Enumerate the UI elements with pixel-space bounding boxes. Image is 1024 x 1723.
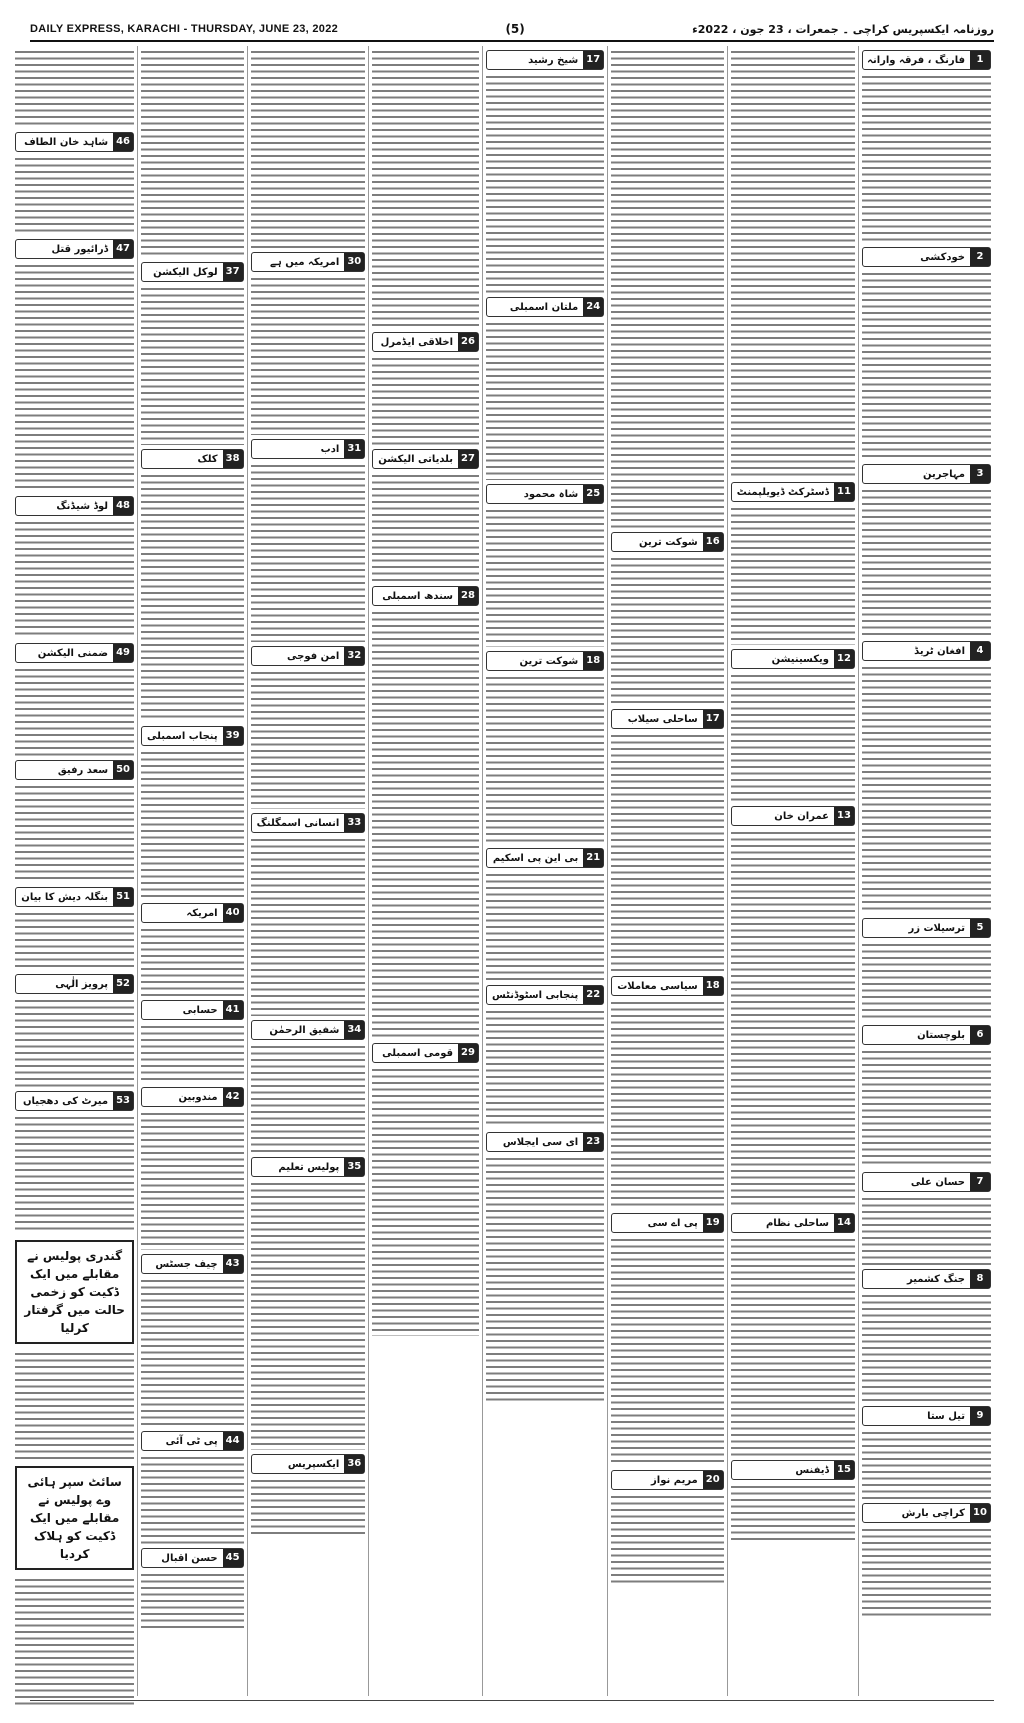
story-heading (141, 1254, 244, 1274)
story-number-badge: 47 (113, 240, 133, 258)
story-title: لوکل الیکشن (153, 266, 218, 278)
story-body-text (611, 999, 724, 1209)
story-body-text (372, 355, 479, 445)
story-heading (611, 1470, 724, 1490)
story-heading (611, 1213, 724, 1233)
story-heading (862, 464, 991, 484)
story-title: کراچی بارش (901, 1507, 965, 1519)
story-heading (862, 1025, 991, 1045)
story-number-badge: 37 (223, 263, 243, 281)
story-body-text (486, 871, 604, 981)
story-number-badge: 3 (970, 465, 990, 483)
story-body-text (731, 829, 855, 1209)
story-number-badge: 35 (344, 1158, 364, 1176)
story-heading (862, 50, 991, 70)
story-heading (731, 482, 855, 502)
story-body-text (15, 1350, 134, 1460)
news-column (607, 46, 727, 1696)
story-number-badge: 15 (834, 1461, 854, 1479)
story-body-text (141, 48, 244, 258)
story-heading (251, 439, 366, 459)
story-number-badge: 51 (113, 888, 133, 906)
story-number-badge: 41 (223, 1001, 243, 1019)
story-title: امریکہ (186, 907, 218, 919)
story-heading (862, 641, 991, 661)
story-heading (141, 1087, 244, 1107)
story-heading (15, 643, 134, 663)
story-number-badge: 14 (834, 1214, 854, 1232)
story-number-badge: 39 (223, 727, 243, 745)
story-heading (862, 247, 991, 267)
story-title: خودکشی (920, 251, 965, 263)
story-body-text (251, 48, 366, 248)
story-body-text (15, 48, 134, 128)
news-columns (21, 46, 994, 1696)
boxed-headline: سائٹ سپر ہائی وے پولیس نے مقابلے میں ایک ڈکیت کو ہلاک کردیا (15, 1466, 134, 1570)
story-title: ویکسینیشن (771, 653, 829, 665)
story-body-text (731, 48, 855, 478)
news-column (727, 46, 858, 1696)
story-body-text (15, 783, 134, 883)
story-title: فارنگ ، فرقہ وارانہ (867, 54, 965, 66)
story-title: پی اے سی (647, 1217, 698, 1229)
story-title: ادب (320, 443, 340, 455)
story-number-badge: 17 (703, 710, 723, 728)
story-title: امن فوجی (287, 650, 340, 662)
story-body-text (15, 666, 134, 756)
story-body-text (862, 664, 991, 914)
story-number-badge: 42 (223, 1088, 243, 1106)
story-number-badge: 40 (223, 904, 243, 922)
story-number-badge: 31 (344, 440, 364, 458)
story-body-text (486, 1155, 604, 1405)
story-body-text (611, 732, 724, 972)
story-title: بلوچستان (917, 1029, 965, 1041)
story-title: ای سی ایجلاس (502, 1136, 579, 1148)
story-body-text (731, 672, 855, 802)
story-number-badge: 9 (970, 1407, 990, 1425)
story-body-text (251, 836, 366, 1016)
story-body-text (251, 1180, 366, 1450)
story-body-text (141, 1571, 244, 1631)
story-heading (141, 1000, 244, 1020)
story-title: چیف جسٹس (155, 1258, 218, 1270)
story-title: پنجابی اسٹوڈنٹس (492, 989, 579, 1001)
story-number-badge: 45 (223, 1549, 243, 1567)
story-heading (372, 1043, 479, 1063)
story-title: لوڈ شیڈنگ (56, 500, 109, 512)
story-title: امریکہ میں ہے (270, 256, 340, 268)
story-title: پولیس تعلیم (278, 1161, 340, 1173)
story-title: سیاسی معاملات (617, 980, 698, 992)
story-number-badge: 21 (583, 849, 603, 867)
story-body-text (372, 609, 479, 1039)
story-body-text (862, 1195, 991, 1265)
story-title: ساحلی نظام (765, 1217, 829, 1229)
story-body-text (862, 1048, 991, 1168)
masthead (30, 18, 994, 42)
story-title: سعد رفیق (57, 764, 109, 776)
story-body-text (15, 1114, 134, 1234)
story-body-text (486, 507, 604, 647)
story-number-badge: 20 (703, 1471, 723, 1489)
story-number-badge: 4 (970, 642, 990, 660)
story-heading (15, 132, 134, 152)
story-number-badge: 13 (834, 807, 854, 825)
story-heading (251, 1454, 366, 1474)
story-title: شفیق الرحمٰن (269, 1024, 340, 1036)
story-body-text (251, 1043, 366, 1153)
story-heading (141, 1548, 244, 1568)
news-column (247, 46, 369, 1696)
story-title: حسن اقبال (161, 1552, 218, 1564)
story-heading (372, 449, 479, 469)
story-body-text (611, 48, 724, 528)
story-title: ڈسٹرکٹ ڈیویلپمنٹ (736, 486, 829, 498)
story-title: حسابی (182, 1004, 218, 1016)
story-title: بلدیاتی الیکشن (378, 453, 454, 465)
story-body-text (15, 997, 134, 1087)
story-body-text (862, 1292, 991, 1402)
story-number-badge: 33 (344, 814, 364, 832)
story-title: ڈرائیور قتل (51, 243, 109, 255)
story-body-text (731, 1483, 855, 1543)
story-body-text (15, 1576, 134, 1706)
story-title: ملتان اسمبلی (509, 301, 579, 313)
story-number-badge: 11 (834, 483, 854, 501)
story-title: شیخ رشید (528, 54, 579, 66)
story-heading (486, 985, 604, 1005)
story-body-text (611, 1493, 724, 1583)
story-body-text (372, 1066, 479, 1336)
story-body-text (141, 749, 244, 899)
news-column (858, 46, 994, 1696)
story-heading (611, 532, 724, 552)
story-heading (141, 1431, 244, 1451)
story-heading (611, 976, 724, 996)
story-heading (372, 332, 479, 352)
story-heading (15, 974, 134, 994)
story-title: شوکت ترین (519, 655, 579, 667)
story-title: سندھ اسمبلی (382, 590, 454, 602)
story-body-text (486, 1008, 604, 1128)
story-number-badge: 8 (970, 1270, 990, 1288)
story-title: مریم نواز (651, 1474, 698, 1486)
story-heading (731, 806, 855, 826)
story-heading (141, 262, 244, 282)
story-number-badge: 24 (583, 298, 603, 316)
story-heading (486, 651, 604, 671)
story-title: قومی اسمبلی (382, 1047, 454, 1059)
story-body-text (141, 1023, 244, 1083)
story-heading (862, 1503, 991, 1523)
story-heading (141, 449, 244, 469)
story-body-text (141, 285, 244, 445)
story-body-text (372, 48, 479, 328)
story-title: جنگ کشمیر (906, 1273, 965, 1285)
story-body-text (251, 1477, 366, 1537)
story-body-text (611, 555, 724, 705)
story-heading (731, 1460, 855, 1480)
story-number-badge: 22 (583, 986, 603, 1004)
story-heading (15, 239, 134, 259)
story-number-badge: 19 (703, 1214, 723, 1232)
story-body-text (862, 941, 991, 1021)
story-body-text (251, 462, 366, 642)
story-number-badge: 32 (344, 647, 364, 665)
story-title: شاہ محمود (523, 488, 579, 500)
news-column (482, 46, 607, 1696)
story-title: عمران خان (774, 810, 829, 822)
story-number-badge: 49 (113, 644, 133, 662)
story-title: مہاجرین (923, 468, 965, 480)
story-number-badge: 10 (970, 1504, 990, 1522)
story-title: پنجاب اسمبلی (147, 730, 218, 742)
story-heading (486, 848, 604, 868)
story-body-text (15, 155, 134, 235)
story-heading (251, 813, 366, 833)
story-body-text (141, 1110, 244, 1250)
story-heading (862, 1172, 991, 1192)
story-heading (15, 1091, 134, 1111)
story-body-text (862, 487, 991, 637)
story-number-badge: 12 (834, 650, 854, 668)
story-number-badge: 5 (970, 919, 990, 937)
story-title: ایکسپریس (287, 1458, 340, 1470)
story-body-text (486, 320, 604, 480)
story-number-badge: 34 (344, 1021, 364, 1039)
story-heading (15, 760, 134, 780)
story-number-badge: 53 (113, 1092, 133, 1110)
news-column (368, 46, 482, 1696)
story-title: میرٹ کی دھجیاں (22, 1095, 109, 1107)
story-heading (372, 586, 479, 606)
story-heading (15, 887, 134, 907)
story-title: شوکت ترین (639, 536, 698, 548)
story-number-badge: 46 (113, 133, 133, 151)
story-number-badge: 48 (113, 497, 133, 515)
story-number-badge: 16 (703, 533, 723, 551)
story-number-badge: 23 (583, 1133, 603, 1151)
story-body-text (731, 505, 855, 645)
story-title: حسان علی (910, 1176, 965, 1188)
story-body-text (251, 275, 366, 435)
story-title: کلک (197, 453, 218, 465)
story-number-badge: 1 (970, 51, 990, 69)
story-title: شاہد خان الطاف (24, 136, 109, 148)
story-body-text (862, 73, 991, 243)
story-number-badge: 6 (970, 1026, 990, 1044)
masthead-urdu-dateline: روزنامہ ایکسپریس کراچی ۔ جمعرات ، 23 جون ، 2022ء (692, 22, 994, 36)
story-body-text (862, 1429, 991, 1499)
story-number-badge: 52 (113, 975, 133, 993)
story-heading (862, 1406, 991, 1426)
story-body-text (251, 669, 366, 809)
story-body-text (372, 472, 479, 582)
story-number-badge: 26 (458, 333, 478, 351)
story-title: تیل ستا (927, 1410, 965, 1422)
story-heading (486, 50, 604, 70)
story-number-badge: 30 (344, 253, 364, 271)
story-number-badge: 38 (223, 450, 243, 468)
story-body-text (141, 926, 244, 996)
story-title: بی این پی اسکیم (492, 852, 579, 864)
masthead-english-dateline: DAILY EXPRESS, KARACHI - THURSDAY, JUNE 23, 2022 (30, 23, 339, 35)
story-number-badge: 27 (458, 450, 478, 468)
story-heading (251, 1157, 366, 1177)
story-body-text (731, 1236, 855, 1456)
story-number-badge: 44 (223, 1432, 243, 1450)
story-number-badge: 43 (223, 1255, 243, 1273)
story-body-text (862, 1526, 991, 1616)
story-number-badge: 18 (583, 652, 603, 670)
story-title: ضمنی الیکشن (37, 647, 109, 659)
story-heading (486, 484, 604, 504)
page-footer-rule (30, 1700, 994, 1701)
story-heading (731, 1213, 855, 1233)
story-title: ترسیلات زر (908, 922, 965, 934)
story-number-badge: 50 (113, 761, 133, 779)
story-heading (141, 726, 244, 746)
story-title: اخلاقی ایڈمرل (380, 336, 454, 348)
story-number-badge: 2 (970, 248, 990, 266)
story-number-badge: 28 (458, 587, 478, 605)
story-title: مندوبین (178, 1091, 218, 1103)
story-body-text (15, 519, 134, 639)
story-title: پرویز الٰہی (55, 978, 109, 990)
story-heading (611, 709, 724, 729)
story-body-text (862, 270, 991, 460)
page-number: (5) (505, 22, 525, 36)
story-body-text (486, 674, 604, 844)
story-number-badge: 7 (970, 1173, 990, 1191)
story-number-badge: 25 (583, 485, 603, 503)
story-body-text (15, 262, 134, 492)
story-number-badge: 29 (458, 1044, 478, 1062)
story-heading (141, 903, 244, 923)
news-column (12, 46, 137, 1696)
story-heading (251, 1020, 366, 1040)
story-heading (486, 1132, 604, 1152)
story-heading (15, 496, 134, 516)
story-heading (862, 918, 991, 938)
story-heading (251, 646, 366, 666)
story-body-text (141, 472, 244, 722)
story-title: پی ٹی آئی (165, 1435, 218, 1447)
story-title: بنگلہ دیش کا بیان (21, 891, 109, 903)
story-title: ساحلی سیلاب (627, 713, 698, 725)
story-title: انسانی اسمگلنگ (256, 817, 340, 829)
story-heading (486, 297, 604, 317)
story-heading (731, 649, 855, 669)
story-body-text (141, 1277, 244, 1427)
story-number-badge: 36 (344, 1455, 364, 1473)
story-heading (862, 1269, 991, 1289)
story-heading (251, 252, 366, 272)
news-column (137, 46, 247, 1696)
story-body-text (141, 1454, 244, 1544)
boxed-headline: گندری پولیس نے مقابلے میں ایک ڈکیت کو زخمی حالت میں گرفتار کرلیا (15, 1240, 134, 1344)
story-body-text (15, 910, 134, 970)
story-body-text (611, 1236, 724, 1466)
story-body-text (486, 73, 604, 293)
story-title: ڈیفنس (795, 1464, 829, 1476)
story-title: افغان ٹریڈ (914, 645, 965, 657)
story-number-badge: 18 (703, 977, 723, 995)
story-number-badge: 17 (583, 51, 603, 69)
